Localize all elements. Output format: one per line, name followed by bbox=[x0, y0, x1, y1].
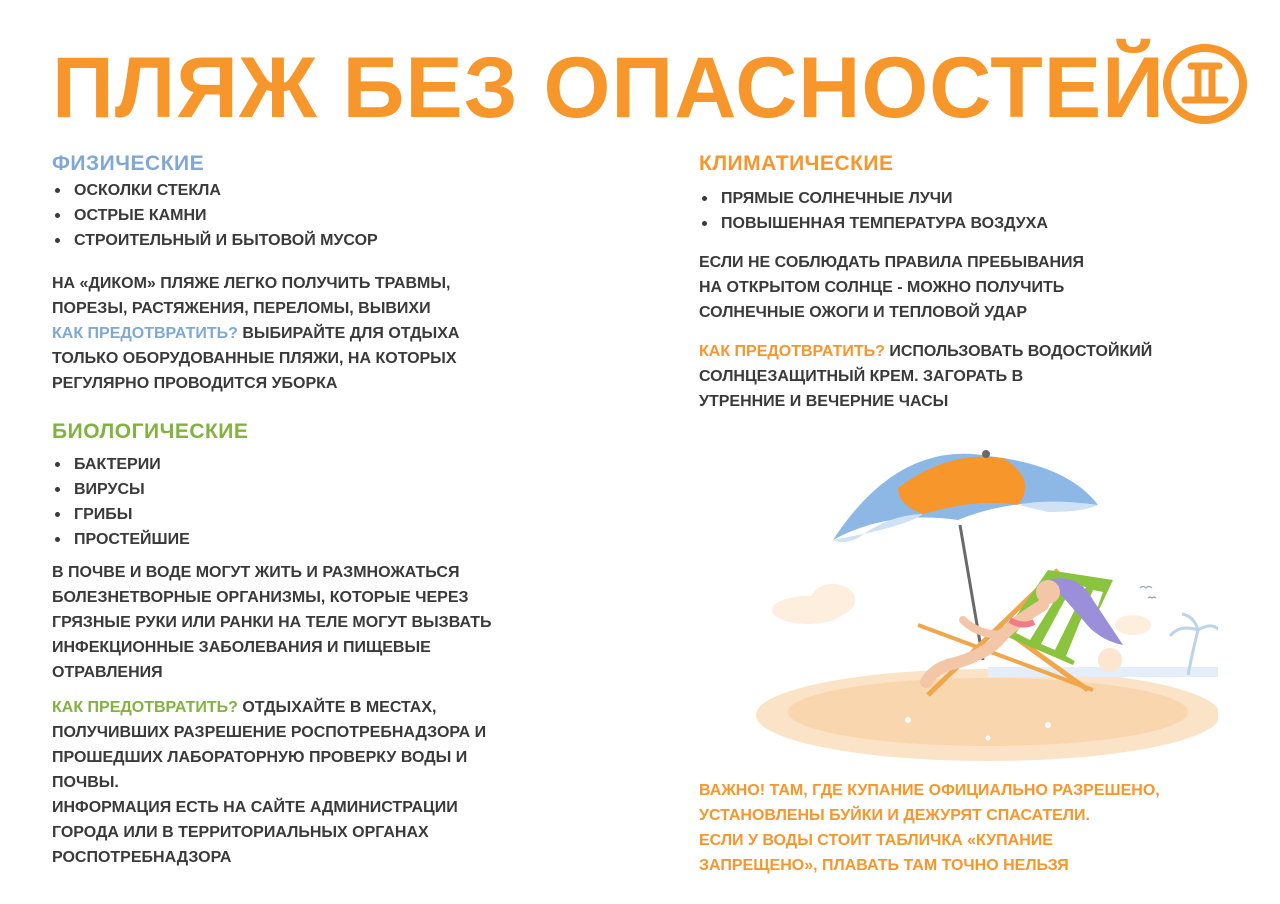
bullet-dot-icon bbox=[55, 213, 60, 218]
prevent-label: КАК ПРЕДОТВРАТИТЬ? bbox=[52, 325, 238, 342]
list-item: ОСТРЫЕ КАМНИ bbox=[52, 203, 612, 228]
climatic-prevention: КАК ПРЕДОТВРАТИТЬ? ИСПОЛЬЗОВАТЬ ВОДОСТОЙКИЙ СОЛНЦЕЗАЩИТНЫЙ КРЕМ. ЗАГОРАТЬ В УТРЕННИЕ И ВЕЧЕРНИЕ ЧАСЫ bbox=[699, 343, 1153, 410]
bullet-dot-icon bbox=[55, 537, 60, 542]
bullet-dot-icon bbox=[702, 221, 707, 226]
right-column bbox=[699, 150, 1259, 414]
physical-heading: ФИЗИЧЕСКИЕ bbox=[52, 152, 205, 175]
list-item: ПРЯМЫЕ СОЛНЕЧНЫЕ ЛУЧИ bbox=[699, 186, 1259, 211]
climatic-heading: КЛИМАТИЧЕСКИЕ bbox=[699, 152, 894, 175]
physical-list bbox=[52, 178, 612, 253]
biological-list bbox=[52, 452, 612, 552]
bullet-dot-icon bbox=[55, 487, 60, 492]
bullet-dot-icon bbox=[55, 462, 60, 467]
list-item: ГРИБЫ bbox=[52, 502, 612, 527]
physical-section bbox=[52, 150, 612, 396]
physical-description: НА «ДИКОМ» ПЛЯЖЕ ЛЕГКО ПОЛУЧИТЬ ТРАВМЫ, ПОРЕЗЫ, РАСТЯЖЕНИЯ, ПЕРЕЛОМЫ, ВЫВИХИ bbox=[52, 275, 451, 317]
biological-heading: БИОЛОГИЧЕСКИЕ bbox=[52, 420, 249, 443]
bullet-dot-icon bbox=[55, 238, 60, 243]
list-item: СТРОИТЕЛЬНЫЙ И БЫТОВОЙ МУСОР bbox=[52, 228, 612, 253]
list-item: БАКТЕРИИ bbox=[52, 452, 612, 477]
climatic-description: ЕСЛИ НЕ СОБЛЮДАТЬ ПРАВИЛА ПРЕБЫВАНИЯ НА ОТКРЫТОМ СОЛНЦЕ - МОЖНО ПОЛУЧИТЬ СОЛНЕЧНЫЕ ОЖОГИ И ТЕПЛОВОЙ УДАР bbox=[699, 254, 1085, 321]
biological-prevention: КАК ПРЕДОТВРАТИТЬ? ОТДЫХАЙТЕ В МЕСТАХ, ПОЛУЧИВШИХ РАЗРЕШЕНИЕ РОСПОТРЕБНАДЗОРА И ПРОШЕДШИХ ЛАБОРАТОРНУЮ ПРОВЕРКУ ВОДЫ И ПОЧВЫ. ИНФОРМАЦИЯ ЕСТЬ НА САЙТЕ АДМИНИСТРАЦИИ ГОРОДА ИЛИ В ТЕРРИТОРИАЛЬНЫХ ОРГАНАХ РОСПОТРЕБНАДЗОРА bbox=[52, 699, 487, 866]
bullet-dot-icon bbox=[702, 196, 707, 201]
physical-prevention: КАК ПРЕДОТВРАТИТЬ? ВЫБИРАЙТЕ ДЛЯ ОТДЫХА ТОЛЬКО ОБОРУДОВАННЫЕ ПЛЯЖИ, НА КОТОРЫХ РЕГУЛЯРНО ПРОВОДИТСЯ УБОРКА bbox=[52, 325, 460, 392]
list-item: ПОВЫШЕННАЯ ТЕМПЕРАТУРА ВОЗДУХА bbox=[699, 211, 1259, 236]
page-title: ПЛЯЖ БЕЗ ОПАСНОСТЕЙ bbox=[52, 40, 1165, 136]
climatic-section bbox=[699, 150, 1259, 414]
bullet-dot-icon bbox=[55, 188, 60, 193]
prevent-label: КАК ПРЕДОТВРАТИТЬ? bbox=[699, 343, 885, 360]
list-item: ОСКОЛКИ СТЕКЛА bbox=[52, 178, 612, 203]
beach-umbrella-deckchair-illustration-icon bbox=[748, 420, 1218, 770]
list-item: ПРОСТЕЙШИЕ bbox=[52, 527, 612, 552]
left-column bbox=[52, 150, 612, 870]
prevent-label: КАК ПРЕДОТВРАТИТЬ? bbox=[52, 699, 238, 716]
climatic-list bbox=[699, 186, 1259, 236]
list-item: ВИРУСЫ bbox=[52, 477, 612, 502]
biological-section bbox=[52, 418, 612, 870]
bullet-dot-icon bbox=[55, 512, 60, 517]
biological-description: В ПОЧВЕ И ВОДЕ МОГУТ ЖИТЬ И РАЗМНОЖАТЬСЯ БОЛЕЗНЕТВОРНЫЕ ОРГАНИЗМЫ, КОТОРЫЕ ЧЕРЕЗ ГРЯЗНЫЕ РУКИ ИЛИ РАНКИ НА ТЕЛЕ МОГУТ ВЫЗВАТЬ ИНФЕКЦИОННЫЕ ЗАБОЛЕВАНИЯ И ПИЩЕВЫЕ ОТРАВЛЕНИЯ bbox=[52, 564, 492, 681]
circle-monogram-logo-icon bbox=[1160, 42, 1250, 126]
important-note: ВАЖНО! ТАМ, ГДЕ КУПАНИЕ ОФИЦИАЛЬНО РАЗРЕШЕНО, УСТАНОВЛЕНЫ БУЙКИ И ДЕЖУРЯТ СПАСАТЕЛИ. ЕСЛИ У ВОДЫ СТОИТ ТАБЛИЧКА «КУПАНИЕ ЗАПРЕЩЕНО», ПЛАВАТЬ ТАМ ТОЧНО НЕЛЬЗЯ bbox=[699, 782, 1160, 874]
